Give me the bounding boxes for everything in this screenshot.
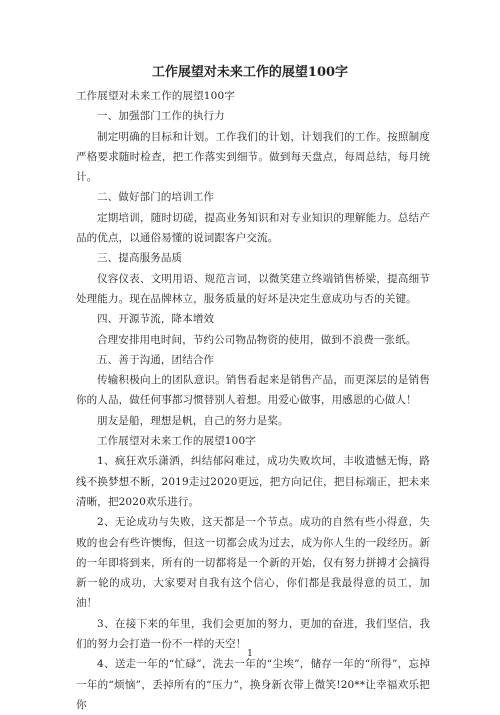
paragraph: 4、送走一年的“忙碌”，洗去一年的“尘埃”，储存一年的“所得”，忘掉一年的“烦恼”，丢掉所有的“压力”，换身新衣带上微笑!20**让幸福欢乐把你 [76, 658, 430, 711]
section-heading: 一、加强部门工作的执行力 [97, 110, 225, 123]
document-body [76, 86, 430, 715]
subtitle-paragraph: 工作展望对未来工作的展望100字 [76, 90, 235, 102]
section-heading: 三、提高服务品质 [97, 252, 183, 265]
document-title: 工作展望对未来工作的展望100字 [151, 65, 349, 80]
paragraph: 仪容仪表、文明用语、规范言词，以微笑建立终端销售桥梁，提高细节处理能力。现在品牌林立，服务质量的好坏是决定生意成功与否的关键。 [76, 272, 430, 305]
paragraph: 3、在接下来的年里，我们会更加的努力，更加的奋进，我们坚信，我们的努力会打造一份不一样的天空！ [76, 617, 430, 651]
section-heading: 四、开源节流，降本增效 [97, 313, 215, 326]
paragraph: 合理安排用电时间，节约公司物品物资的使用，做到不浪费一张纸。 [97, 333, 417, 346]
paragraph: 传输积极向上的团队意识。销售看起来是销售产品，而更深层的是销售你的人品，做任何事都习惯替别人着想。用爱心做事，用感恩的心做人！ [76, 374, 430, 407]
section-heading: 工作展望对未来工作的展望100字 [97, 435, 256, 448]
paragraph: 定期培训，随时切磋，提高业务知识和对专业知识的理解能力。总结产品的优点，以通俗易懂的说词跟客户交流。 [76, 211, 430, 245]
paragraph: 朋友是船，理想是帆，自己的努力是桨。 [97, 414, 289, 427]
section-heading: 五、善于沟通，团结合作 [97, 353, 215, 366]
paragraph: 制定明确的目标和计划。工作我们的计划，计划我们的工作。按照制度严格要求随时检查，把工作落实到细节。做到每天盘点，每周总结，每月统计。 [76, 130, 430, 184]
section-heading: 二、做好部门的培训工作 [97, 191, 215, 204]
paragraph: 2、无论成功与失败，这天都是一个节点。成功的自然有些小得意，失败的也会有些许懊悔，但这一切都会成为过去，成为你人生的一段经历。新的一年即将到来，所有的一切都将是一个新的开始，仅有努力拼搏才会摘得新一轮的成功，大家要对自我有这个信心，你们都是我最得意的员工，加油！ [76, 516, 430, 610]
page-number: 1 [247, 649, 253, 659]
paragraph: 1、疯狂欢乐潇洒，纠结郁闷难过，成功失败坎坷，丰收遗憾无悔，路线不换梦想不断，2019走过2020更远，把方向记住，把目标端正，把未来清晰，把2020欢乐进行。 [76, 455, 430, 508]
